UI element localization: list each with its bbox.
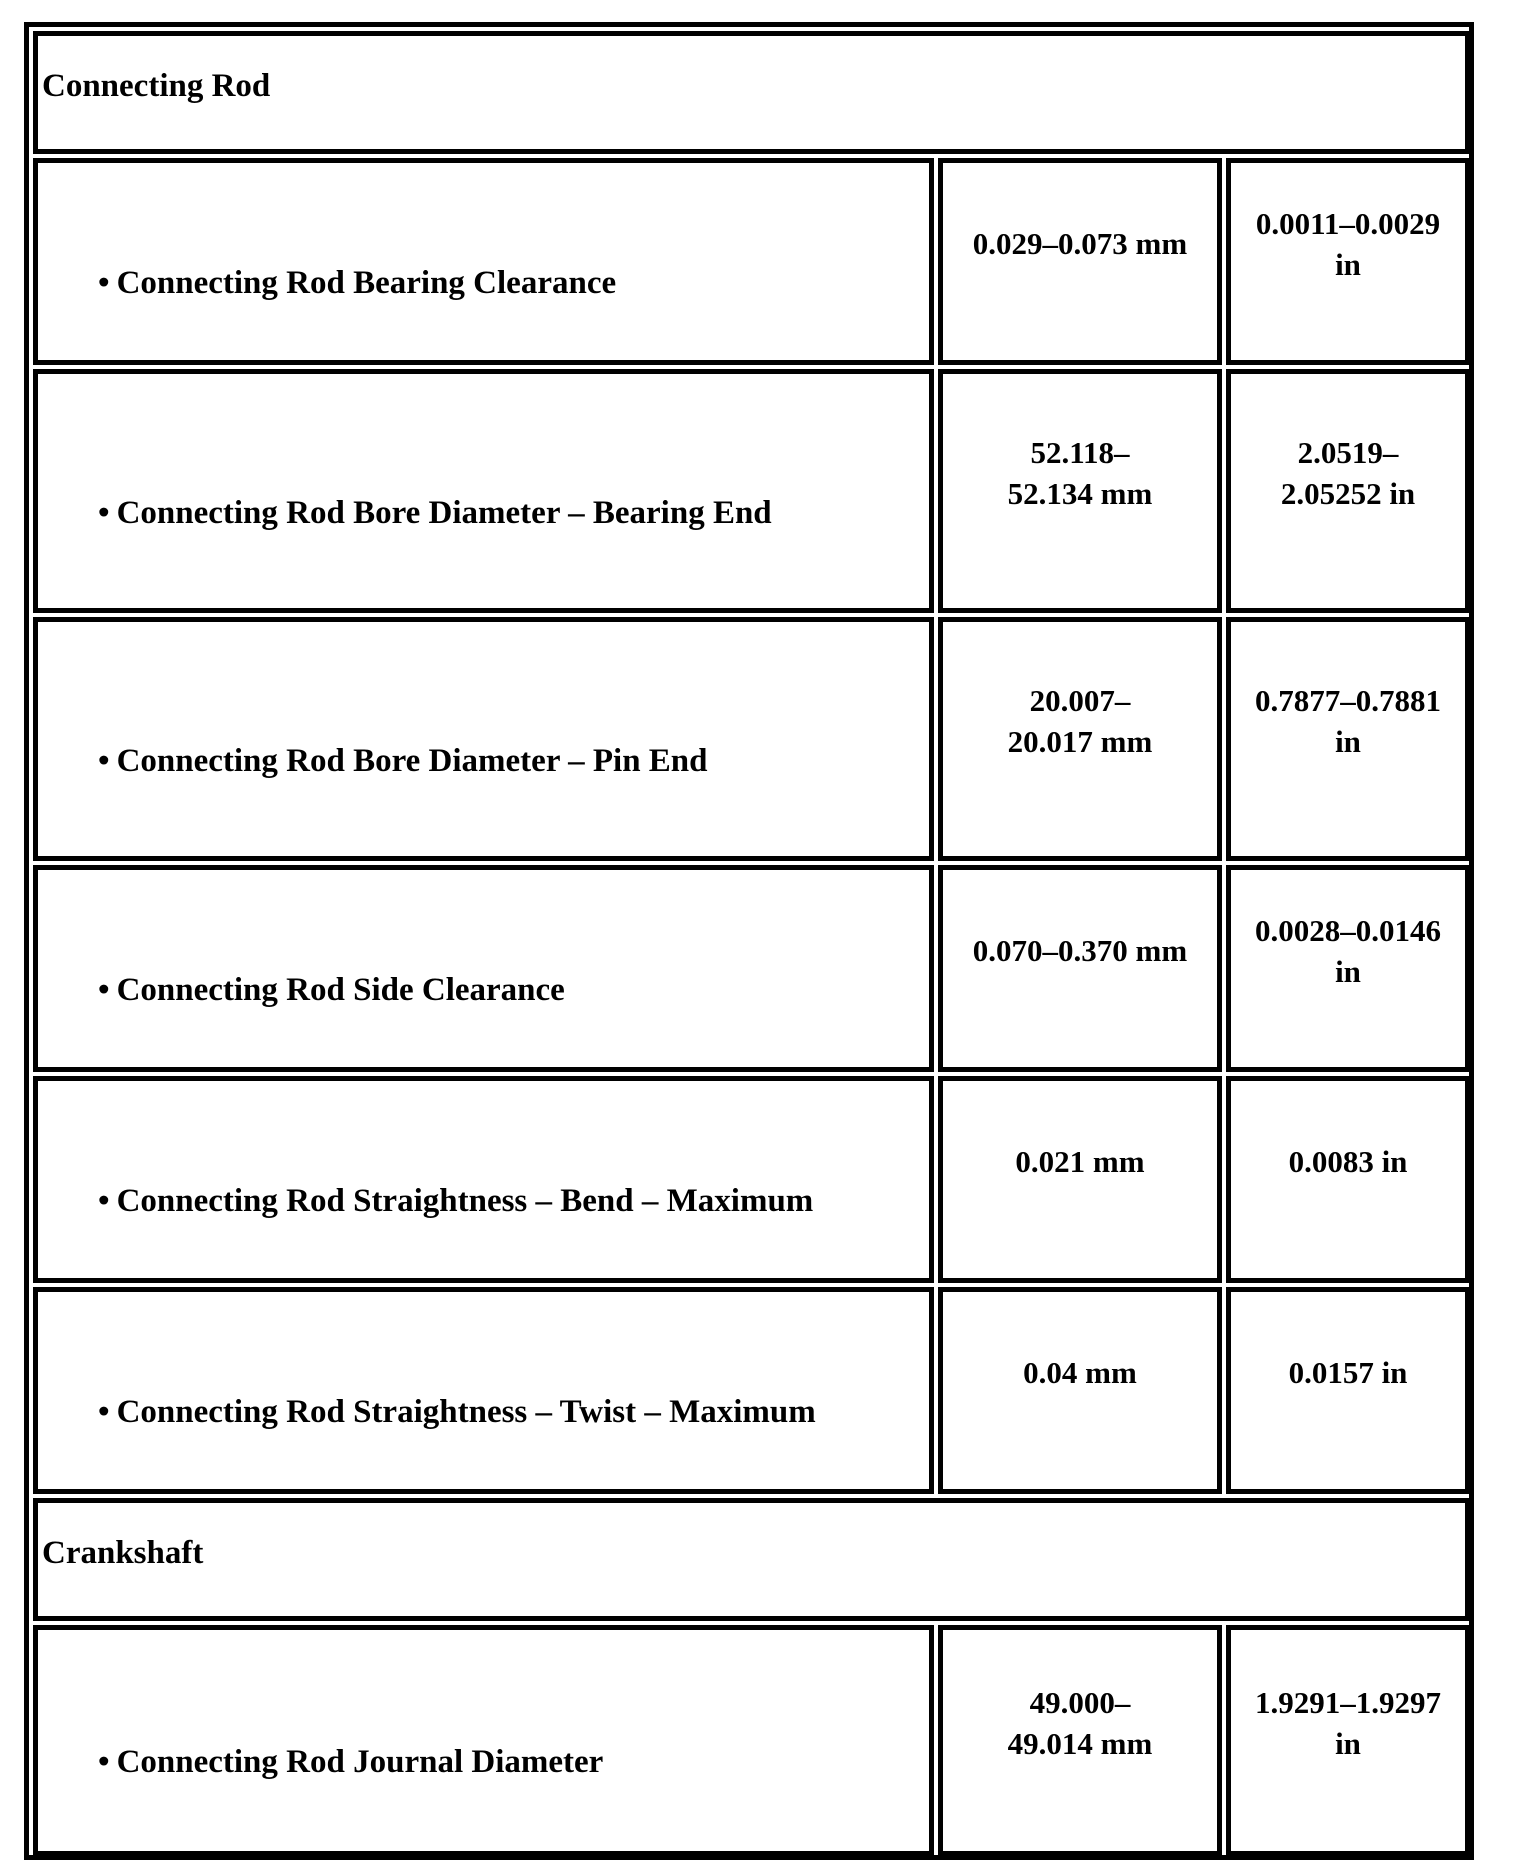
spec-label: • Connecting Rod Side Clearance [98, 972, 565, 1008]
metric-value-cell [938, 369, 1222, 613]
bullet-icon: • [98, 265, 110, 301]
imperial-value-cell [1226, 865, 1470, 1072]
bullet-icon: • [98, 494, 110, 531]
imperial-value: 0.0028–0.0146 in [1255, 912, 1441, 989]
imperial-value-cell [1226, 1287, 1470, 1494]
imperial-value: 0.0011–0.0029 in [1255, 205, 1441, 282]
spec-label-cell [33, 865, 934, 1072]
spec-label-cell [33, 617, 934, 861]
metric-value-cell [938, 1076, 1222, 1283]
metric-value: 0.070–0.370 mm [972, 933, 1188, 968]
metric-value-cell [938, 1625, 1222, 1856]
metric-value: 0.029–0.073 mm [972, 226, 1188, 261]
section-title: Crankshaft [42, 1535, 204, 1571]
spec-label-cell [33, 1625, 934, 1856]
bullet-icon: • [98, 1394, 110, 1430]
imperial-value-cell [1226, 369, 1470, 613]
metric-value: 49.000– 49.014 mm [1007, 1684, 1153, 1761]
imperial-value-cell [1226, 617, 1470, 861]
spec-label-cell [33, 1287, 934, 1494]
imperial-value-cell [1226, 1076, 1470, 1283]
spec-label-cell [33, 369, 934, 613]
spec-label-cell [33, 158, 934, 365]
imperial-value-cell [1226, 1625, 1470, 1856]
spec-label: • Connecting Rod Bore Diameter – Pin End [98, 742, 708, 779]
imperial-value: 1.9291–1.9297 in [1255, 1684, 1441, 1761]
section-header-connecting-rod [33, 31, 1470, 154]
spec-label: • Connecting Rod Straightness – Twist – Maximum [98, 1394, 816, 1430]
section-header-crankshaft [33, 1498, 1470, 1621]
spec-table [24, 22, 1474, 1860]
spec-label: • Connecting Rod Bore Diameter – Bearing End [98, 494, 772, 531]
metric-value-cell [938, 865, 1222, 1072]
metric-value: 0.021 mm [1015, 1144, 1145, 1179]
bullet-icon: • [98, 1183, 110, 1219]
imperial-value: 2.0519– 2.05252 in [1280, 435, 1416, 511]
imperial-value: 0.7877–0.7881 in [1255, 683, 1441, 759]
metric-value: 20.007– 20.017 mm [1007, 683, 1153, 759]
spec-label-cell [33, 1076, 934, 1283]
spec-label: • Connecting Rod Straightness – Bend – Maximum [98, 1183, 814, 1219]
spec-label: • Connecting Rod Journal Diameter [98, 1744, 604, 1780]
bullet-icon: • [98, 972, 110, 1008]
bullet-icon: • [98, 1744, 110, 1780]
metric-value-cell [938, 617, 1222, 861]
spec-label: • Connecting Rod Bearing Clearance [98, 265, 617, 301]
metric-value: 52.118– 52.134 mm [1007, 435, 1153, 511]
section-title: Connecting Rod [42, 68, 271, 104]
imperial-value: 0.0157 in [1288, 1355, 1408, 1390]
imperial-value-cell [1226, 158, 1470, 365]
imperial-value: 0.0083 in [1288, 1144, 1408, 1179]
bullet-icon: • [98, 742, 110, 779]
metric-value-cell [938, 1287, 1222, 1494]
metric-value-cell [938, 158, 1222, 365]
metric-value: 0.04 mm [1023, 1355, 1137, 1390]
